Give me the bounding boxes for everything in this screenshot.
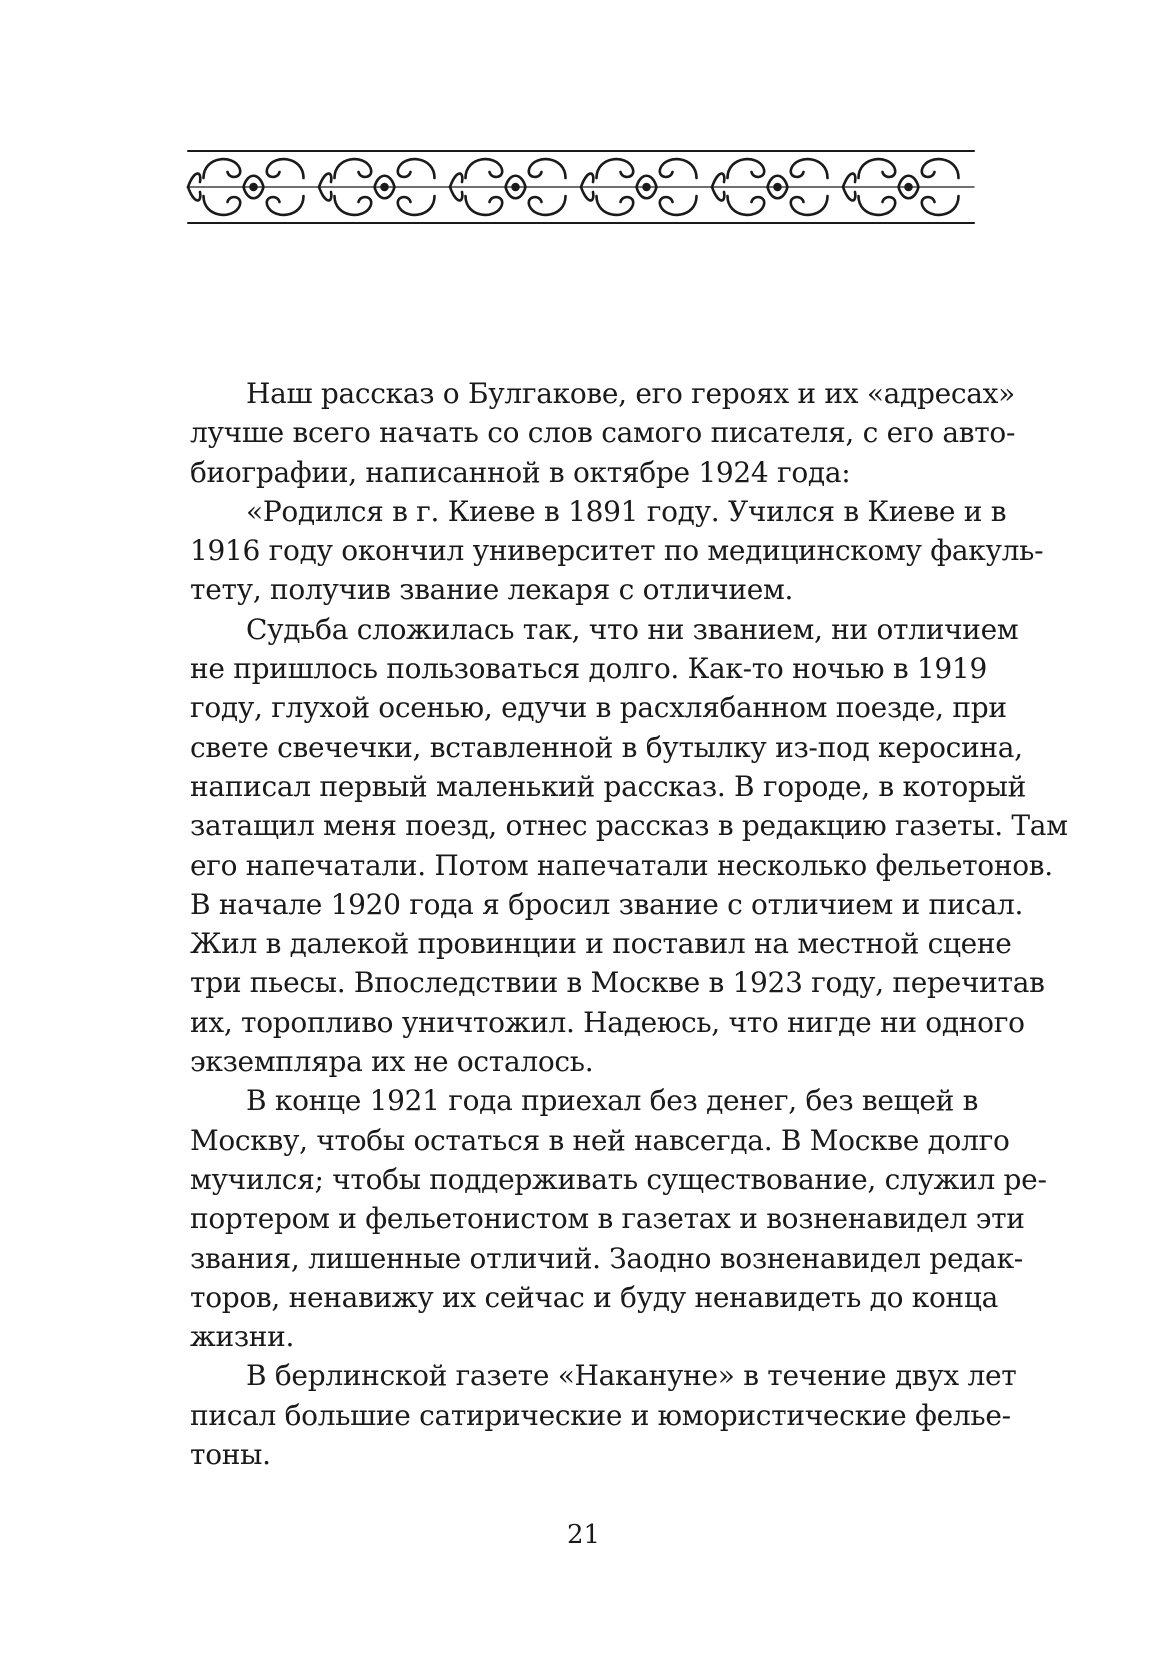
text-line: биографии, написанной в октябре 1924 года: — [190, 455, 851, 489]
text-line: году, глухой осенью, едучи в расхлябанном поезде, при — [190, 691, 1007, 725]
text-line: торов, ненавижу их сейчас и буду ненавидеть до конца — [190, 1280, 998, 1314]
text-line: писал большие сатирические и юмористические фелье- — [190, 1398, 1011, 1432]
text-line: Судьба сложилась так, что ни званием, ни отличием — [246, 612, 1019, 646]
text-line: Москву, чтобы остаться в ней навсегда. В Москве долго — [190, 1123, 1010, 1157]
page-number: 21 — [566, 1520, 601, 1550]
decorative-ornament-border — [188, 148, 974, 226]
text-line: не пришлось пользоваться долго. Как-то ночью в 1919 — [190, 652, 987, 686]
ornament-icon — [188, 148, 974, 226]
text-line: В берлинской газете «Накануне» в течение двух лет — [246, 1359, 1017, 1393]
text-line: мучился; чтобы поддерживать существование, служил ре- — [190, 1162, 1047, 1196]
text-line: тету, получив звание лекаря с отличием. — [190, 573, 794, 607]
text-line: жизни. — [190, 1320, 295, 1354]
text-line: лучше всего начать со слов самого писателя, с его авто- — [190, 416, 1016, 450]
text-line: три пьесы. Впоследствии в Москве в 1923 году, перечитав — [190, 966, 1045, 1000]
text-line: экземпляра их не осталось. — [190, 1045, 594, 1079]
text-line: их, торопливо уничтожил. Надеюсь, что нигде ни одного — [190, 1005, 1025, 1039]
text-line: свете свечечки, вставленной в бутылку из-под керосина, — [190, 730, 1023, 764]
text-line: его напечатали. Потом напечатали несколько фельетонов. — [190, 848, 1053, 882]
text-line: «Родился в г. Киеве в 1891 году. Учился в Киеве и в — [246, 494, 1007, 528]
text-line: звания, лишенные отличий. Заодно возненавидел редак- — [190, 1241, 1023, 1275]
text-line: написал первый маленький рассказ. В городе, в который — [190, 769, 1026, 803]
text-line: портером и фельетонистом в газетах и возненавидел эти — [190, 1202, 1025, 1236]
text-line: тоны. — [190, 1438, 271, 1472]
body-text — [190, 374, 1068, 1474]
text-line: В конце 1921 года приехал без денег, без вещей в — [246, 1084, 979, 1118]
text-line: затащил меня поезд, отнес рассказ в редакцию газеты. Там — [190, 809, 1068, 843]
text-line: 1916 году окончил университет по медицинскому факуль- — [190, 534, 1044, 568]
text-line: Жил в далекой провинции и поставил на местной сцене — [190, 927, 1012, 961]
text-line: Наш рассказ о Булгакове, его героях и их «адресах» — [246, 377, 1015, 410]
text-line: В начале 1920 года я бросил звание с отличием и писал. — [190, 887, 1024, 921]
